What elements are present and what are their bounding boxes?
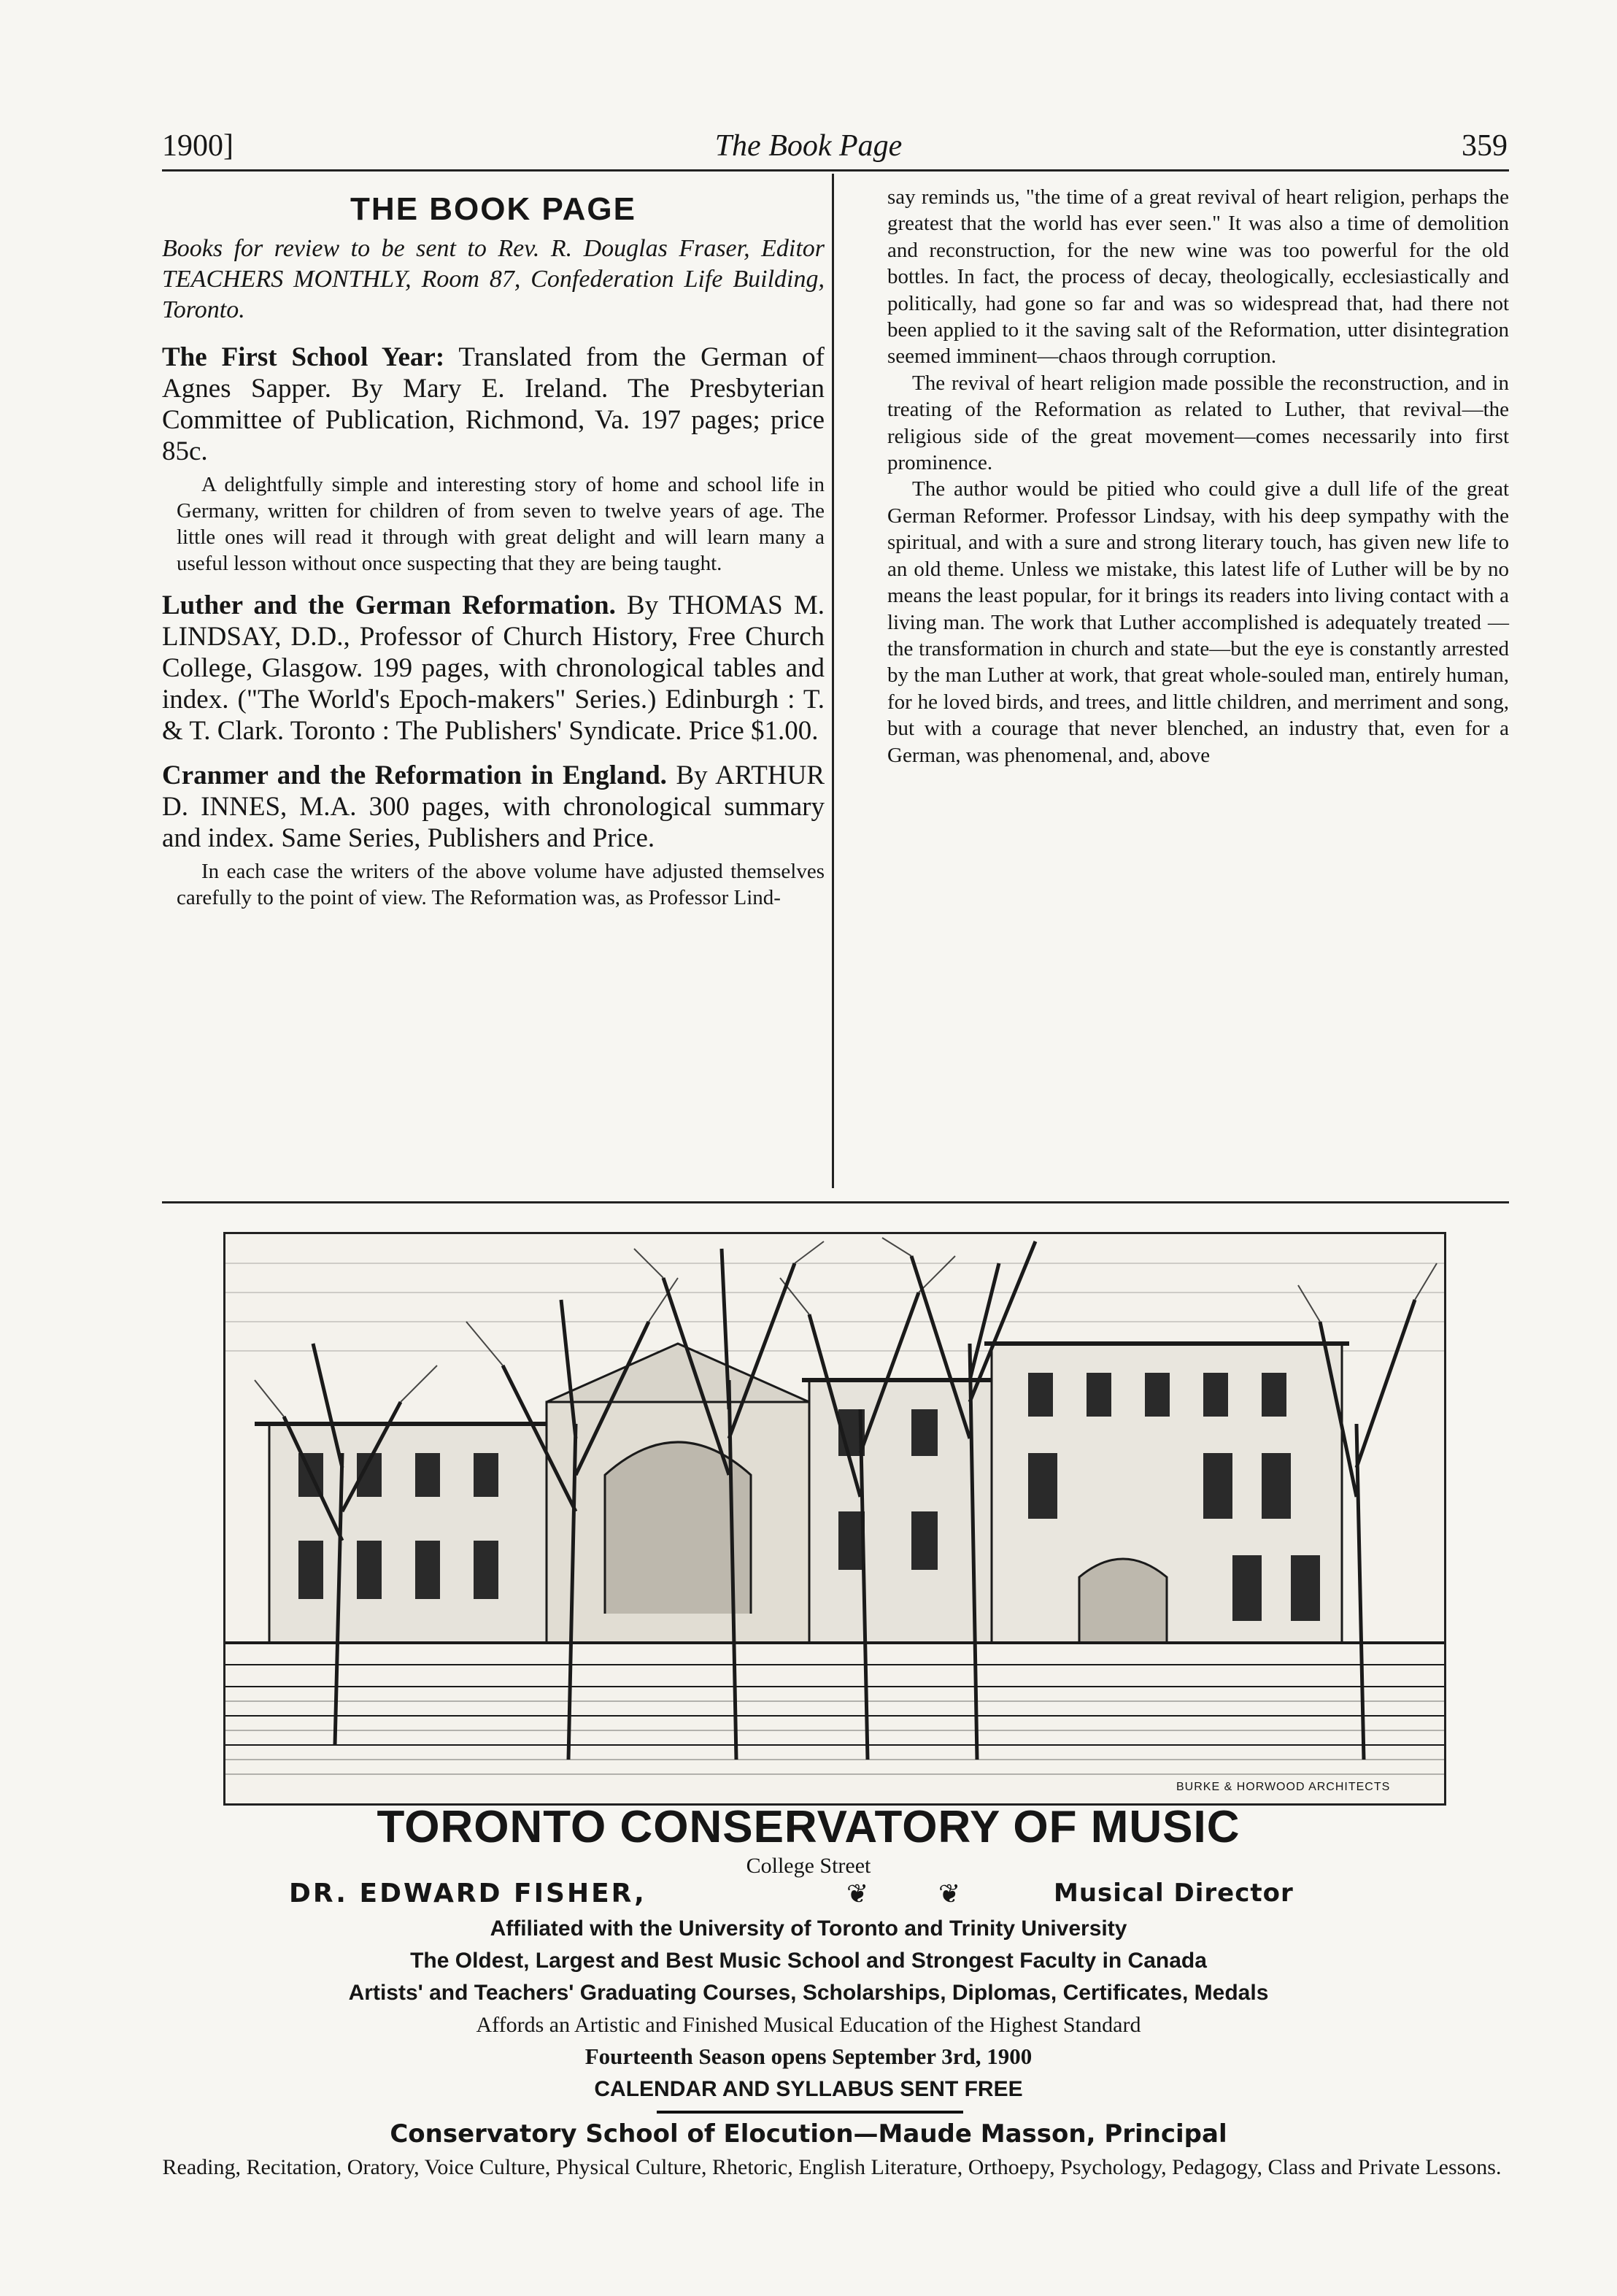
director-title: Musical Director [1054, 1879, 1294, 1908]
ad-courses: Artists' and Teachers' Graduating Courses, Scholarships, Diplomas, Certificates, Medals [348, 1981, 1269, 2005]
book-title: Cranmer and the Reformation in England. [162, 760, 667, 790]
book-entry-cranmer [162, 760, 825, 854]
conservatory-building-engraving [223, 1232, 1446, 1806]
ad-director-row [0, 1879, 1617, 1912]
ad-education: Affords an Artistic and Finished Musical Education of the Highest Standard [476, 2013, 1141, 2037]
header-journal-title: The Book Page [714, 129, 903, 163]
ad-rule [657, 2111, 963, 2114]
section-rule [162, 1201, 1509, 1203]
editor-note: Books for review to be sent to Rev. R. Douglas Fraser, Editor TEACHERS MONTHLY, Room 87, Confederation Life Building, Toronto. [162, 235, 825, 323]
review-paragraph: The revival of heart religion made possible the reconstruction, and in treating of the Reformation as related to Luther, that revival—the religious side of the great movement—comes necessarily into first prominence. [887, 371, 1509, 475]
book-details: Translated from the German of Agnes Sapper. By Mary E. Ireland. The Presbyterian Committee of Publication, Richmond, Va. 197 pages; price 85c. [162, 342, 825, 466]
fleuron-icon: ❦ [846, 1879, 869, 1908]
section-title: THE BOOK PAGE [350, 191, 636, 227]
book-entry-first-school-year [162, 342, 825, 467]
ad-claim: The Oldest, Largest and Best Music School and Strongest Faculty in Canada [410, 1949, 1207, 1973]
review-paragraph: The author would be pitied who could give a dull life of the great German Reformer. Professor Lindsay, with his deep sympathy with the spiritual, and with a sure and strong literary touch, has given new life to an old theme. Unless we mistake, this latest life of Luther will be by no means the least popular, for it brings its readers into living contact with a living man. The work that Luther accomplished is adequately treated —the transformation in church and state—but the eye is constantly arrested by the man Luther at work, that great whole-souled man, entirely human, for he loved birds, and trees, and little children, and merriment and song, but with a courage that never blenched, an industry that, even for a German, was phenomenal, and, above [887, 477, 1509, 767]
column-divider [832, 174, 834, 1188]
director-name: DR. EDWARD FISHER, [289, 1879, 647, 1908]
book-details: By THOMAS M. LINDSAY, D.D., Professor of Church History, Free Church College, Glasgow. 199 pages, with chronological tables and index. ("The World's Epoch-makers" Series.) Edinburgh : T. & T. Clark. Toronto : The Publishers' Syndicate. Price $1.00. [162, 590, 825, 746]
ad-affiliation: Affiliated with the University of Toronto and Trinity University [490, 1916, 1127, 1941]
header-year: 1900] [162, 129, 234, 163]
ad-elocution-school: Conservatory School of Elocution—Maude Masson, Principal [390, 2119, 1227, 2149]
fleuron-icon: ❦ [938, 1879, 961, 1908]
ad-calendar-note: CALENDAR AND SYLLABUS SENT FREE [594, 2077, 1023, 2101]
header-rule [162, 169, 1509, 172]
book-title: Luther and the German Reformation. [162, 590, 616, 620]
right-column [887, 184, 1509, 768]
review-paragraph: say reminds us, "the time of a great revival of heart religion, perhaps the greatest that the world has ever seen." It was also a time of demolition and reconstruction, for the new wine was too powerful for the old bottles. In fact, the process of decay, theologically, ecclesiastically and politically, had gone so far and was so widespread that, had there not been applied to it the saving salt of the Reformation, utter disintegration seemed imminent—chaos through corruption. [887, 185, 1509, 369]
engraving-credit: BURKE & HORWOOD ARCHITECTS [1176, 1781, 1391, 1793]
book-entry-luther [162, 590, 825, 747]
book-details: By ARTHUR D. INNES, M.A. 300 pages, with chronological summary and index. Same Series, Publishers and Price. [162, 760, 825, 853]
ad-season: Fourteenth Season opens September 3rd, 1900 [584, 2043, 1033, 2069]
ad-street: College Street [746, 1854, 871, 1878]
book-review: In each case the writers of the above volume have adjusted themselves carefully to the point of view. The Reformation was, as Professor Lind- [177, 860, 825, 909]
ad-subjects: Reading, Recitation, Oratory, Voice Culture, Physical Culture, Rhetoric, English Literature, Orthoepy, Psychology, Pedagogy, Class and Private Lessons. [162, 2155, 1502, 2179]
header-page-number: 359 [1462, 129, 1508, 163]
book-review: A delightfully simple and interesting story of home and school life in Germany, written for children of from seven to twelve years of age. The little ones will read it through with great delight and will learn many a useful lesson without once suspecting that they are being taught. [177, 473, 825, 575]
left-column [162, 184, 825, 911]
ad-title: TORONTO CONSERVATORY OF MUSIC [377, 1802, 1240, 1852]
book-title: The First School Year: [162, 342, 445, 372]
